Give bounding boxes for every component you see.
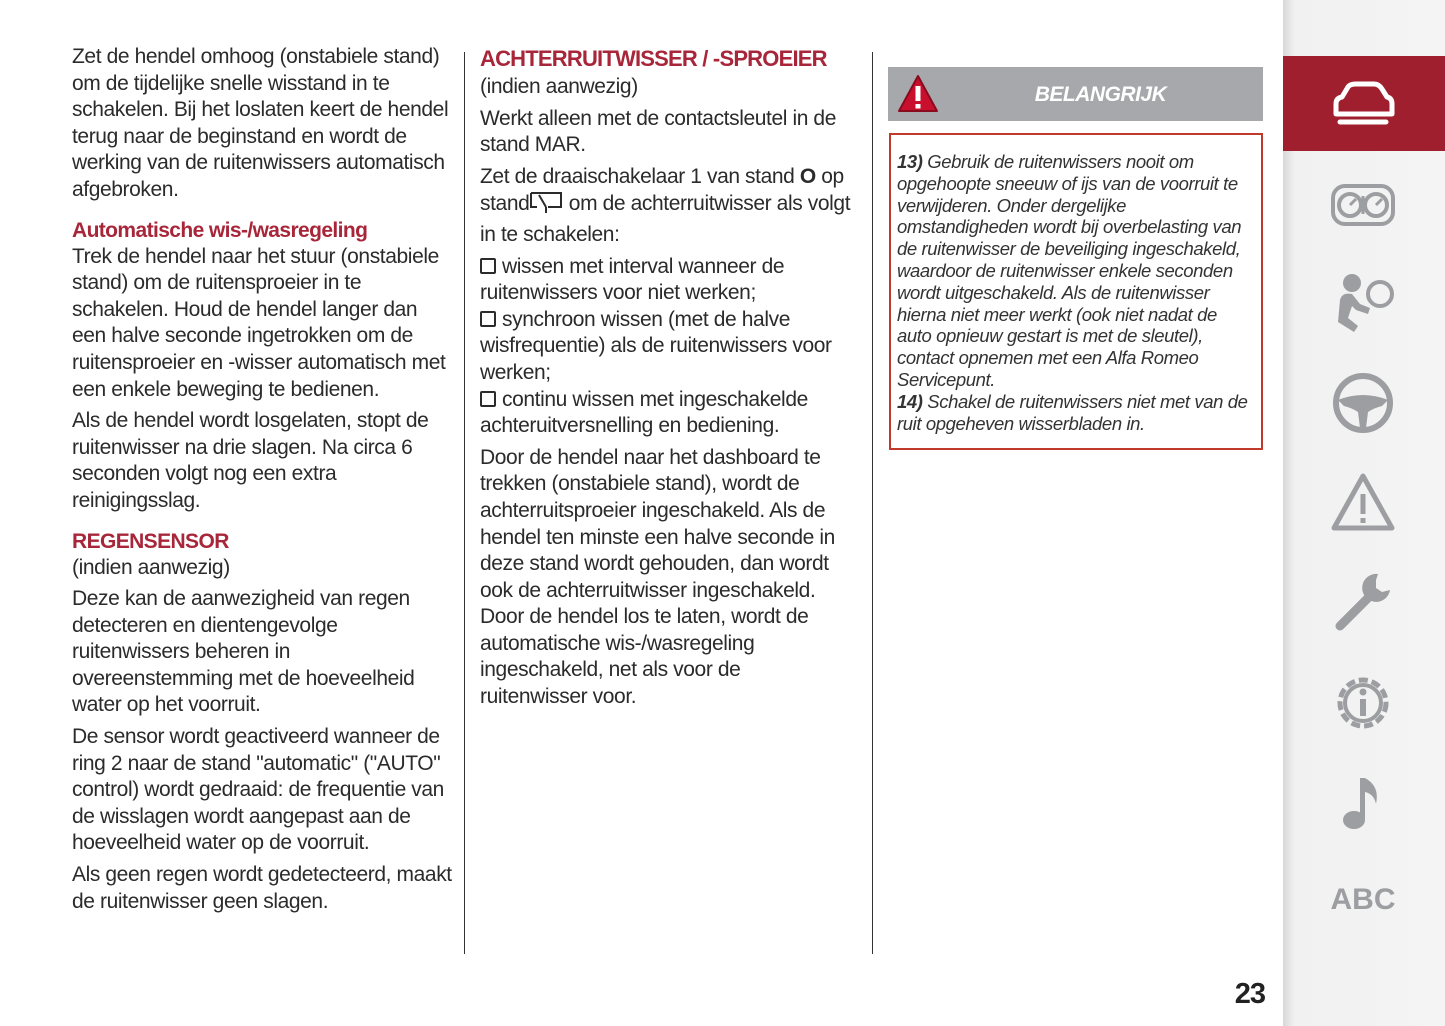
wrench-icon[interactable]: [1330, 570, 1396, 636]
info-gear-icon[interactable]: [1330, 670, 1396, 736]
airbag-icon[interactable]: [1330, 270, 1396, 336]
checkbox-bullet-icon: [480, 258, 496, 274]
music-note-icon[interactable]: [1330, 770, 1396, 836]
rain-sensor-subtitle: (indien aanwezig): [72, 555, 230, 579]
auto-wash-heading: Automatische wis-/wasregeling: [72, 218, 368, 242]
stand-o-label: O: [799, 164, 816, 188]
rear-wiper-paragraph-1: Werkt alleen met de contactsleutel in de stand MAR.: [480, 106, 836, 157]
dashboard-icon[interactable]: [1330, 172, 1396, 238]
auto-wash-paragraph-1: Trek de hendel naar het stuur (onstabiele stand) om de ruitensproeier in te schakelen. Houd de hendel langer dan een halve seconde ingetrokken om de ruitensproeier en -wisser automatisch met een enkele beweging te bedienen.: [72, 244, 446, 401]
warning-title: BELANGRIJK: [1034, 83, 1167, 106]
column-middle: [480, 44, 852, 716]
rain-sensor-paragraph-3: Als geen regen wordt gedetecteerd, maakt de ruitenwisser geen slagen.: [72, 863, 452, 913]
list-item: wissen met interval wanneer de ruitenwissers voor niet werken;: [480, 254, 785, 305]
warning-box: [889, 133, 1263, 450]
rain-sensor-paragraph-2: De sensor wordt geactiveerd wanneer de ring 2 naar de stand "automatic" ("AUTO" control) wordt gedraaid: de frequentie van de wisslagen wordt aangepast aan de hoeveelheid water op de voorruit.: [72, 725, 444, 855]
checkbox-bullet-icon: [480, 391, 496, 407]
rear-wiper-paragraph-2: Zet de draaischakelaar 1 van stand O op stand om de achterruitwisser als volgt in te schakelen:: [480, 164, 851, 246]
column-divider-2: [872, 52, 873, 954]
auto-wash-paragraph-2: Als de hendel wordt losgelaten, stopt de ruitenwisser na drie slagen. Na circa 6 seconden volgt nog een extra reinigingsslag.: [72, 409, 429, 512]
list-item: continu wissen met ingeschakelde achteruitversnelling en bediening.: [480, 387, 808, 438]
intro-paragraph: Zet de hendel omhoog (onstabiele stand) om de tijdelijke snelle wisstand in te schakelen. Bij het loslaten keert de hendel terug naar de beginstand en wordt de werking van de ruitenwissers automatisch afgebroken.: [72, 45, 449, 201]
rain-sensor-paragraph-1: Deze kan de aanwezigheid van regen detecteren en dientengevolge ruitenwissers beheren in overeenstemming met de hoeveelheid water op het voorruit.: [72, 587, 415, 717]
warning-header: [888, 67, 1263, 121]
warning-note-14: 14) Schakel de ruitenwissers niet met van de ruit opgeheven wisserbladen in.: [897, 390, 1248, 434]
list-item: synchroon wissen (met de halve wisfrequentie) als de ruitenwissers voor werken;: [480, 307, 832, 384]
checkbox-bullet-icon: [480, 311, 496, 327]
steering-wheel-icon[interactable]: [1330, 370, 1396, 436]
rain-sensor-heading: REGENSENSOR: [72, 529, 229, 553]
warning-icon[interactable]: [1330, 470, 1396, 536]
car-icon[interactable]: [1330, 70, 1396, 136]
rear-wiper-paragraph-3: Door de hendel naar het dashboard te trekken (onstabiele stand), wordt de achterruitsproeier ingeschakeld. Als de hendel ten minste een halve seconde in deze stand wordt gehouden, dan wordt ook de achterruitwisser ingeschakeld. Door de hendel los te laten, wordt de automatische wis-/wasregeling ingeschakeld, net als voor de ruitenwisser voor.: [480, 445, 835, 709]
rear-wiper-heading: ACHTERRUITWISSER / -SPROEIER: [480, 46, 827, 71]
rear-wiper-subtitle: (indien aanwezig): [480, 75, 638, 98]
warning-note-13: 13) Gebruik de ruitenwissers nooit om opgehoopte sneeuw of ijs van de voorruit te verwijderen. Onder dergelijke omstandigheden wordt bij overbelasting van de ruitenwisser de beveiliging ingeschakeld, waardoor de ruitenwisser enkele seconden wordt uitgeschakeld. Als de ruitenwisser hierna niet meer werkt (ook niet nadat de auto opnieuw gestart is met de sleutel), contact opnemen met een Alfa Romeo Servicepunt.: [897, 151, 1242, 390]
index-abc-tab[interactable]: ABC: [1330, 883, 1396, 916]
column-left: [72, 44, 452, 920]
rear-wiper-icon: [529, 190, 563, 222]
page-number: 23: [1234, 978, 1265, 1010]
column-divider-1: [464, 52, 465, 954]
